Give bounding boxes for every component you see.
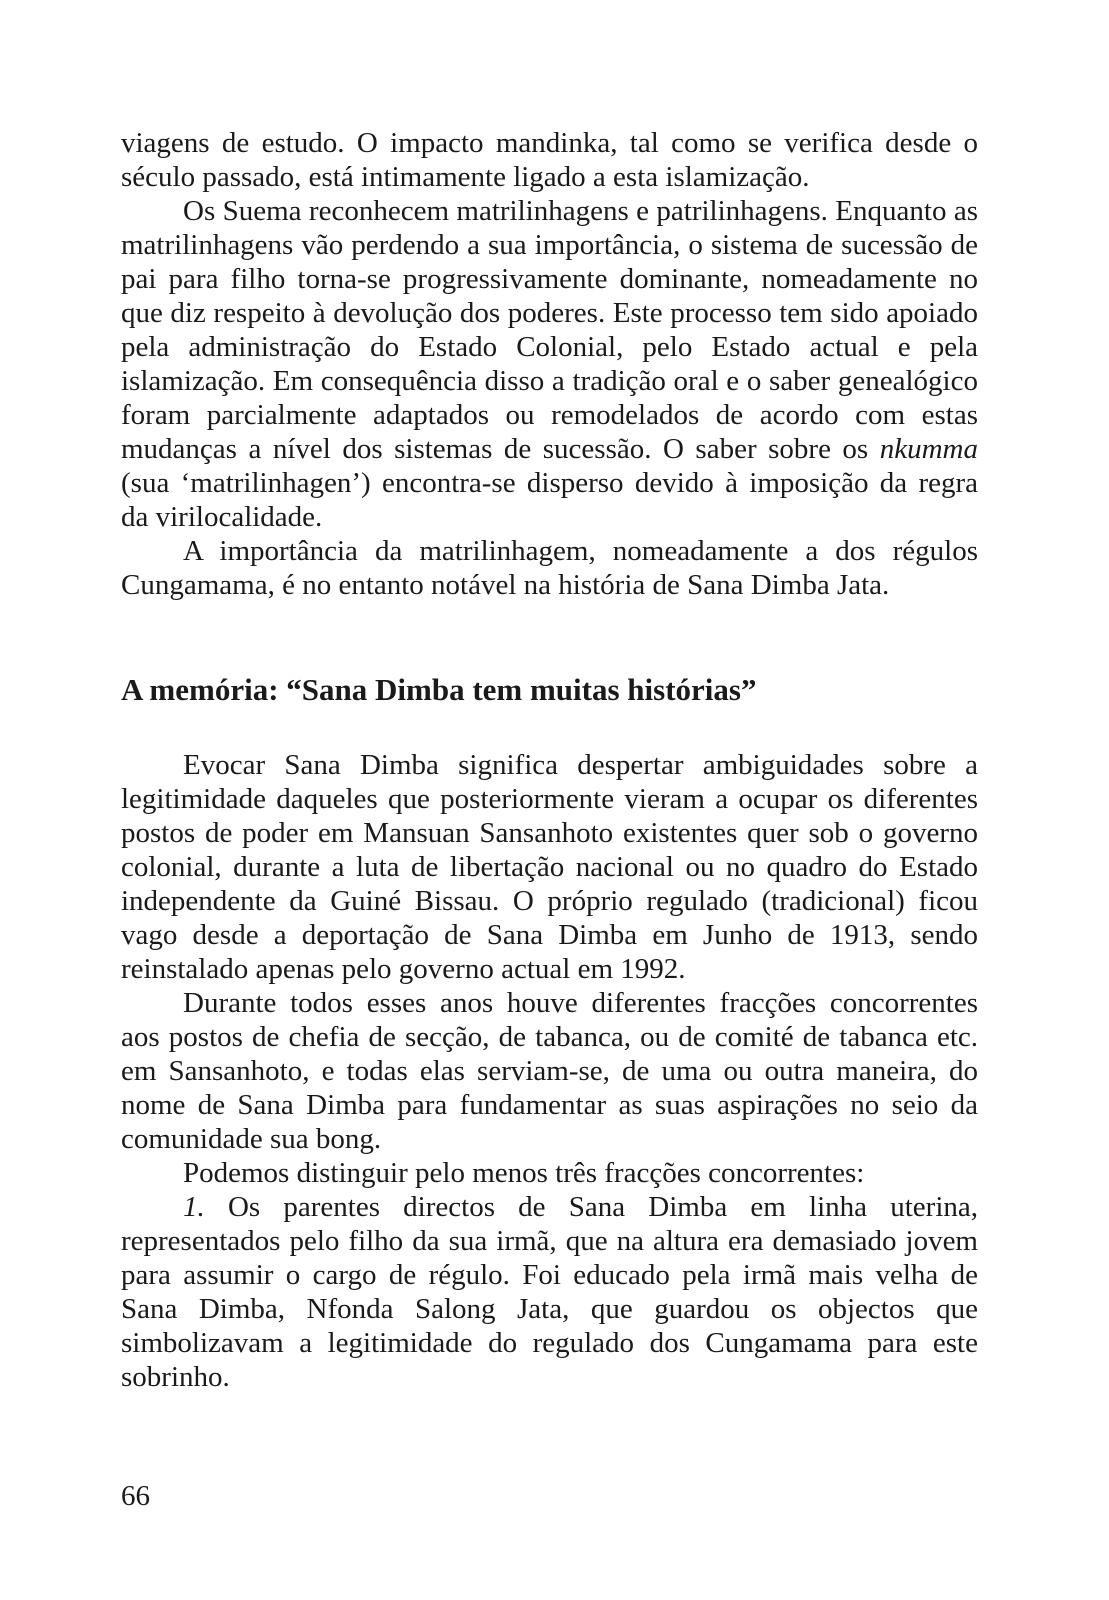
paragraph xyxy=(121,126,978,194)
text-run: A importância da matrilinhagem, nomeadamente a dos régulos Cungamama, é no entanto notável na história de Sana Dimba Jata. xyxy=(121,535,978,601)
paragraph xyxy=(121,986,978,1156)
italic-text: nkumma xyxy=(879,433,978,465)
text-run: Os parentes directos de Sana Dimba em linha uterina, representados pelo filho da sua irmã, que na altura era demasiado jovem para assumir o cargo de régulo. Foi educado pela irmã mais velha de Sana Dimba, Nfonda Salong Jata, que guardou os objectos que simbolizavam a legitimidade do regulado dos Cungamama para este sobrinho. xyxy=(121,1191,978,1393)
section-heading: A memória: “Sana Dimba tem muitas histórias” xyxy=(121,672,757,707)
text-run: Durante todos esses anos houve diferentes fracções concorrentes aos postos de chefia de secção, de tabanca, ou de comité de tabanca etc. em Sansanhoto, e todas elas serviam-se, de uma ou outra maneira, do nome de Sana Dimba para fundamentar as suas aspirações no seio da comunidade sua bong. xyxy=(121,987,978,1155)
text-run: Evocar Sana Dimba significa despertar ambiguidades sobre a legitimidade daqueles que posteriormente vieram a ocupar os diferentes postos de poder em Mansuan Sansanhoto existentes quer sob o governo colonial, durante a luta de libertação nacional ou no quadro do Estado independente da Guiné Bissau. O próprio regulado (tradicional) ficou vago desde a deportação de Sana Dimba em Junho de 1913, sendo reinstalado apenas pelo governo actual em 1992. xyxy=(121,749,978,985)
text-run: Os Suema reconhecem matrilinhagens e patrilinhagens. Enquanto as matrilinhagens vão perdendo a sua importância, o sistema de sucessão de pai para filho torna-se progressivamente dominante, nomeadamente no que diz respeito à devolução dos poderes. Este processo tem sido apoiado pela administração do Estado Colonial, pelo Estado actual e pela islamização. Em consequência disso a tradição oral e o saber genealógico foram parcialmente adaptados ou remodelados de acordo com estas mudanças a nível dos sistemas de sucessão. O saber sobre os xyxy=(121,195,978,465)
paragraph xyxy=(121,534,978,602)
paragraph xyxy=(121,194,978,534)
italic-text: 1. xyxy=(183,1191,205,1223)
body-text-bottom xyxy=(121,748,978,1394)
paragraph xyxy=(121,1156,978,1190)
text-run: viagens de estudo. O impacto mandinka, tal como se verifica desde o século passado, está intimamente ligado a esta islamização. xyxy=(121,127,978,193)
text-run: (sua ‘matrilinhagen’) encontra-se disperso devido à imposição da regra da virilocalidade. xyxy=(121,467,978,533)
paragraph xyxy=(121,748,978,986)
paragraph xyxy=(121,1190,978,1394)
text-run: Podemos distinguir pelo menos três fracções concorrentes: xyxy=(183,1157,865,1189)
body-text-top xyxy=(121,126,978,602)
page-body xyxy=(121,126,978,1394)
page-number: 66 xyxy=(121,1480,150,1512)
